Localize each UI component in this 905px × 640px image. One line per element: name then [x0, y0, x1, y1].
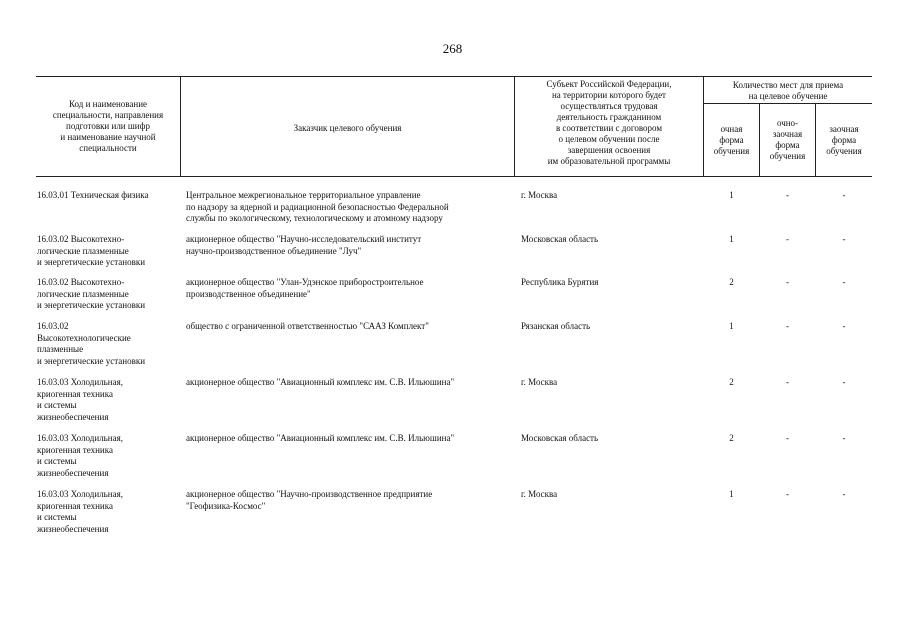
row-code: 16.03.01 Техническая физика — [37, 190, 149, 200]
row-code: 16.03.03 Холодильная, криогенная техника и системы жизнеобеспечения — [37, 377, 123, 422]
row-mixed: - — [786, 277, 789, 287]
row-customer: акционерное общество "Авиационный комплекс им. С.В. Ильюшина" — [186, 433, 455, 443]
row-fulltime: 2 — [729, 377, 734, 387]
header-mixed: очно- заочная форма обучения — [769, 118, 806, 161]
row-code: 16.03.03 Холодильная, криогенная техника и системы жизнеобеспечения — [37, 489, 123, 534]
row-code: 16.03.02 Высокотехно- логические плазменные и энергетические установки — [37, 234, 146, 267]
row-code: 16.03.02 Высокотехнологические плазменные и энергетические установки — [37, 321, 146, 366]
row-mixed: - — [786, 489, 789, 499]
row-distance: - — [842, 433, 846, 443]
header-bottom-rule — [36, 176, 872, 177]
row-mixed: - — [786, 321, 789, 331]
row-customer: общество с ограниченной ответственностью "СААЗ Комплект" — [186, 321, 429, 331]
row-distance: - — [842, 321, 846, 331]
row-customer: Центральное межрегиональное территориальное управление по надзору за ядерной и радиационной безопасностью Федеральной службы по экологическому, технологическому и атомному надзору — [186, 190, 449, 223]
header-region: Субъект Российской Федерации, на территории которого будет осуществляться трудовая деятельность гражданином в соответствии с договором о целевом обучении после завершения освоения им образовательной программы — [546, 79, 672, 166]
row-distance: - — [842, 190, 846, 200]
row-fulltime: 1 — [729, 489, 734, 499]
row-region: Республика Бурятия — [521, 277, 599, 287]
page-number: 268 — [442, 41, 463, 56]
row-region: г. Москва — [521, 377, 558, 387]
row-fulltime: 1 — [729, 190, 734, 200]
row-fulltime: 2 — [729, 277, 734, 287]
row-distance: - — [842, 377, 846, 387]
table-top-rule — [36, 76, 872, 77]
row-region: Московская область — [521, 234, 599, 244]
places-subheader-rule — [703, 103, 872, 104]
row-customer: акционерное общество "Улан-Удэнское приборостроительное производственное объединение" — [186, 277, 424, 299]
row-fulltime: 1 — [729, 234, 734, 244]
row-distance: - — [842, 489, 846, 499]
row-fulltime: 1 — [729, 321, 734, 331]
row-region: г. Москва — [521, 489, 558, 499]
row-code: 16.03.02 Высокотехно- логические плазменные и энергетические установки — [37, 277, 146, 310]
row-region: Московская область — [521, 433, 599, 443]
row-mixed: - — [786, 433, 789, 443]
header-code: Код и наименование специальности, направления подготовки или шифр и наименование научной специальности — [52, 99, 164, 153]
row-distance: - — [842, 277, 846, 287]
row-customer: акционерное общество "Научно-производственное предприятие "Геофизика-Космос" — [186, 489, 433, 511]
row-customer: акционерное общество "Авиационный комплекс им. С.В. Ильюшина" — [186, 377, 455, 387]
row-region: Рязанская область — [521, 321, 591, 331]
row-fulltime: 2 — [729, 433, 734, 443]
row-region: г. Москва — [521, 190, 558, 200]
header-distance: заочная форма обучения — [826, 124, 862, 156]
header-fulltime: очная форма обучения — [713, 124, 750, 156]
row-customer: акционерное общество "Научно-исследовательский институт научно-производственное объединение "Луч" — [186, 234, 422, 256]
row-mixed: - — [786, 377, 789, 387]
header-customer: Заказчик целевого обучения — [293, 123, 402, 133]
row-code: 16.03.03 Холодильная, криогенная техника и системы жизнеобеспечения — [37, 433, 123, 478]
row-distance: - — [842, 234, 846, 244]
row-mixed: - — [786, 234, 789, 244]
header-places: Количество мест для приема на целевое обучение — [732, 80, 844, 101]
row-mixed: - — [786, 190, 789, 200]
